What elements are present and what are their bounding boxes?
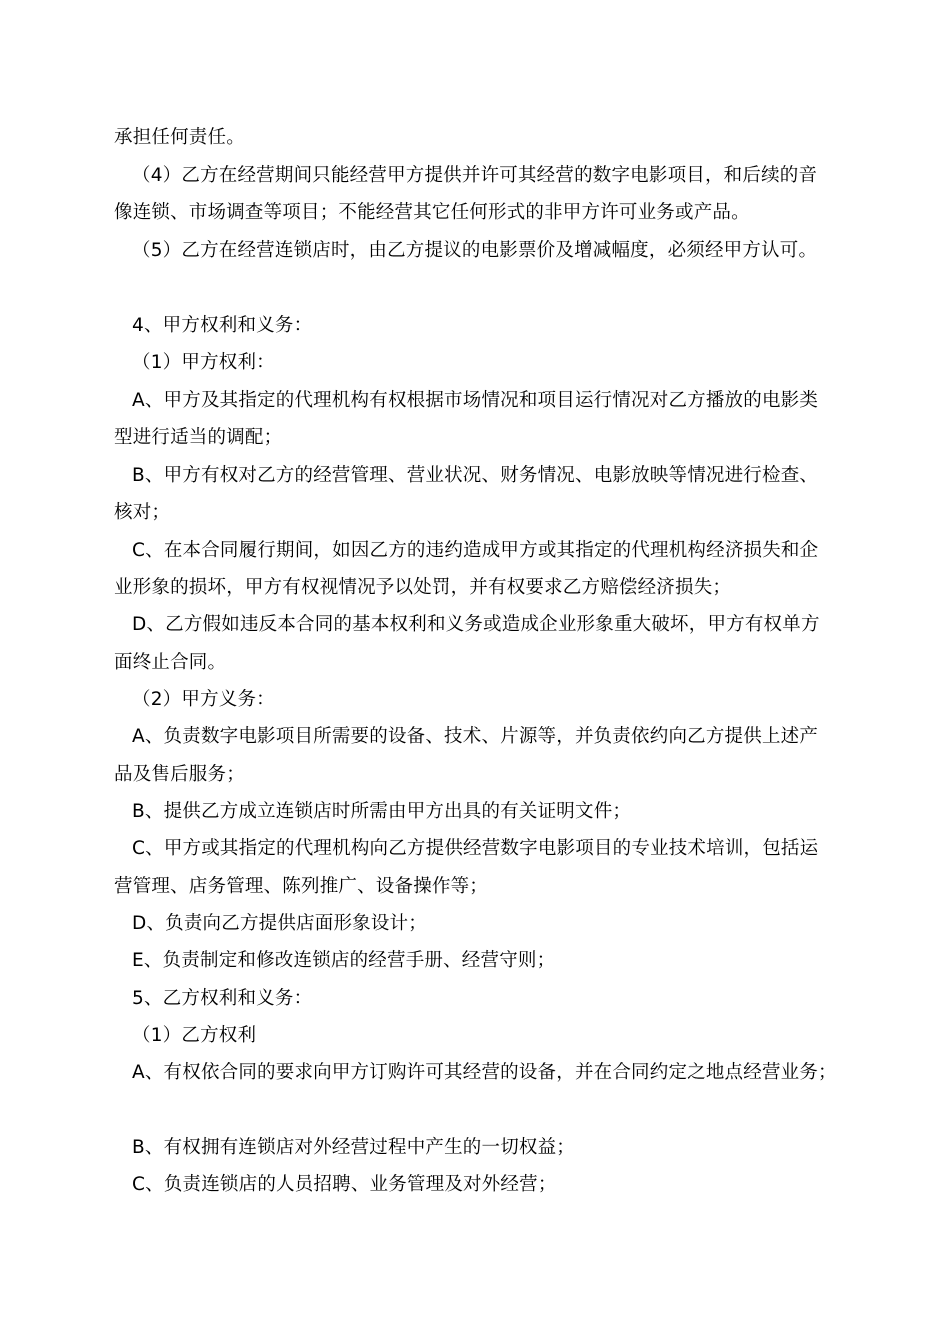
text-line: A、负责数字电影项目所需要的设备、技术、片源等，并负责依约向乙方提供上述产 — [132, 726, 819, 747]
text-line: A、有权依合同的要求向甲方订购许可其经营的设备，并在合同约定之地点经营业务； — [132, 1062, 837, 1083]
text-line: C、负责连锁店的人员招聘、业务管理及对外经营； — [132, 1174, 557, 1195]
text-line: 业形象的损坏，甲方有权视情况予以处罚，并有权要求乙方赔偿经济损失； — [114, 577, 732, 598]
subsection-heading: （1）乙方权利 — [132, 1025, 257, 1046]
text-line: 面终止合同。 — [114, 652, 227, 673]
text-line: D、乙方假如违反本合同的基本权利和义务或造成企业形象重大破坏，甲方有权单方 — [132, 614, 820, 635]
section-heading: 4、甲方权利和义务： — [132, 315, 313, 336]
text-line: 核对； — [114, 502, 171, 523]
text-line: 型进行适当的调配； — [114, 427, 283, 448]
text-line: 品及售后服务； — [114, 764, 245, 785]
text-line: D、负责向乙方提供店面形象设计； — [132, 913, 427, 934]
text-line: B、甲方有权对乙方的经营管理、营业状况、财务情况、电影放映等情况进行检查、 — [132, 465, 819, 486]
text-line: B、提供乙方成立连锁店时所需由甲方出具的有关证明文件； — [132, 801, 632, 822]
text-line: 承担任何责任。 — [114, 127, 245, 148]
text-line: A、甲方及其指定的代理机构有权根据市场情况和项目运行情况对乙方播放的电影类 — [132, 390, 819, 411]
text-line: C、在本合同履行期间，如因乙方的违约造成甲方或其指定的代理机构经济损失和企 — [132, 540, 819, 561]
text-line: C、甲方或其指定的代理机构向乙方提供经营数字电影项目的专业技术培训，包括运 — [132, 838, 819, 859]
text-line: （4）乙方在经营期间只能经营甲方提供并许可其经营的数字电影项目，和后续的音 — [132, 165, 818, 186]
text-line: 像连锁、市场调查等项目；不能经营其它任何形式的非甲方许可业务或产品。 — [114, 202, 750, 223]
text-line: （5）乙方在经营连锁店时，由乙方提议的电影票价及增减幅度，必须经甲方认可。 — [132, 240, 818, 261]
text-line: B、有权拥有连锁店对外经营过程中产生的一切权益； — [132, 1137, 575, 1158]
text-line: E、负责制定和修改连锁店的经营手册、经营守则； — [132, 950, 556, 971]
section-heading: 5、乙方权利和义务： — [132, 988, 313, 1009]
text-line: 营管理、店务管理、陈列推广、设备操作等； — [114, 876, 489, 897]
subsection-heading: （1）甲方权利： — [132, 352, 275, 373]
subsection-heading: （2）甲方义务： — [132, 689, 275, 710]
